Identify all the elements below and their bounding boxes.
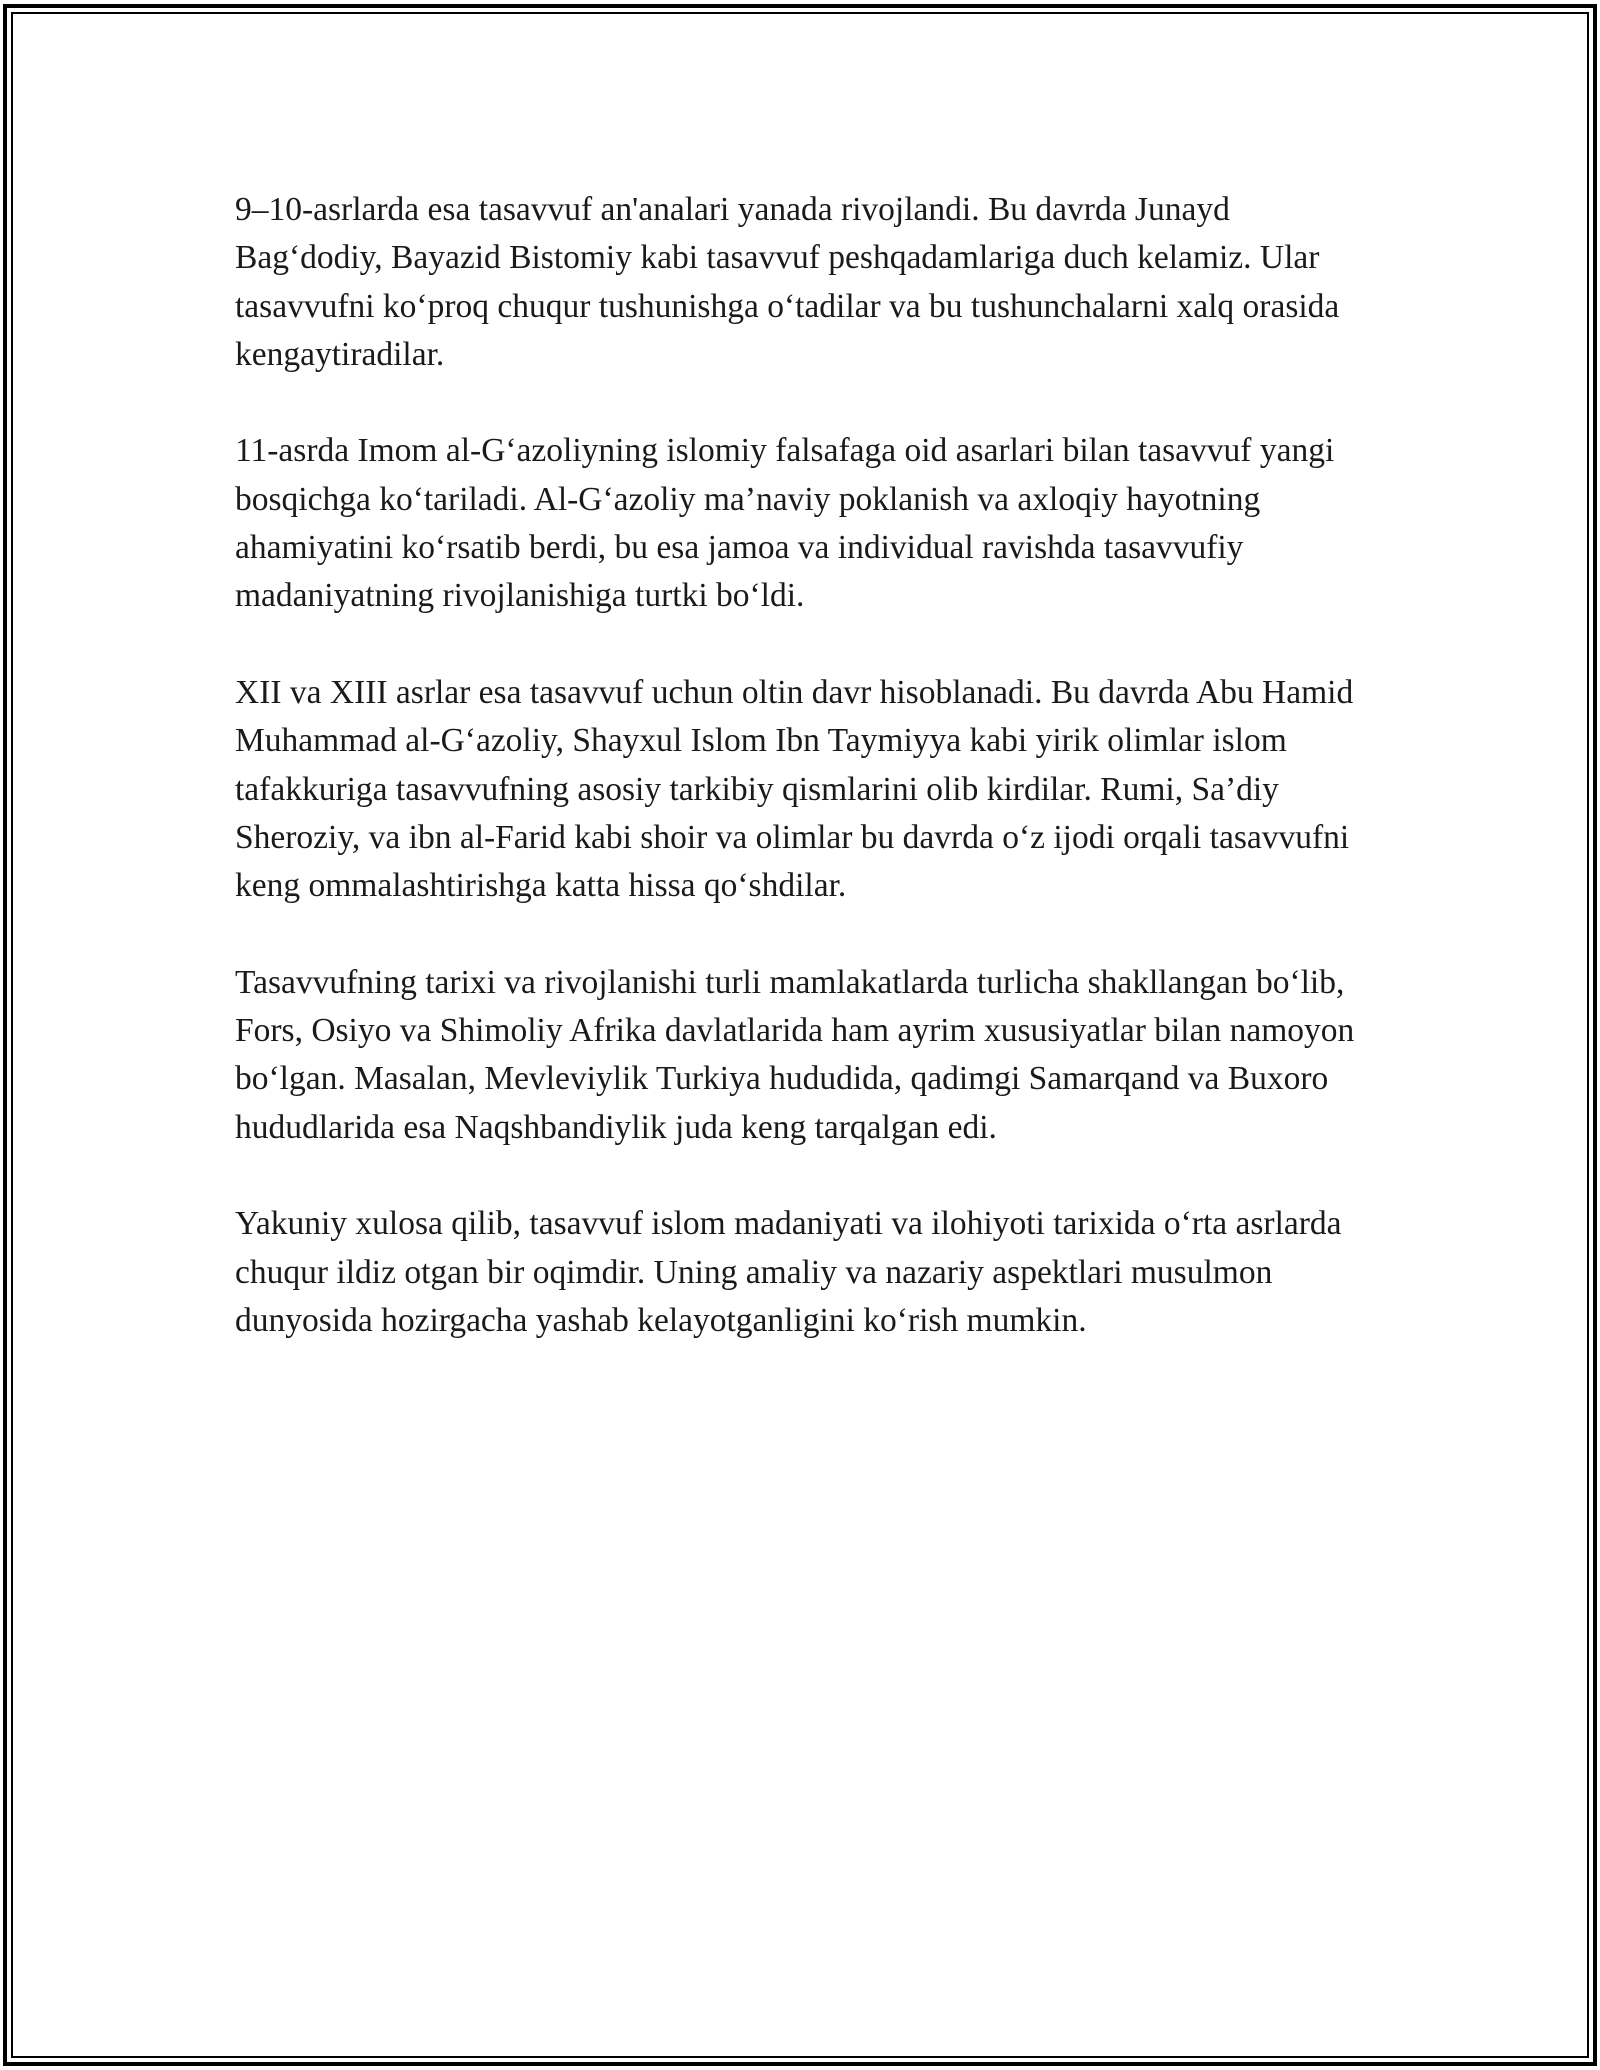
paragraph-3: XII va XIII asrlar esa tasavvuf uchun oltin davr hisoblanadi. Bu davrda Abu Hamid Muhammad al-G‘azoliy, Shayxul Islom Ibn Taymiyya kabi yirik olimlar islom tafakkuriga tasavvufning asosiy tarkibiy qismlarini olib kirdilar. Rumi, Sa’diy Sheroziy, va ibn al-Farid kabi shoir va olimlar bu davrda o‘z ijodi orqali tasavvufni keng ommalashtirishga katta hissa qo‘shdilar. xyxy=(235,673,1354,905)
paragraph-4: Tasavvufning tarixi va rivojlanishi turli mamlakatlarda turlicha shakllangan bo‘lib, Fors, Osiyo va Shimoliy Afrika davlatlarida ham ayrim xususiyatlar bilan namoyon bo‘lgan. Masalan, Mevleviylik Turkiya hududida, qadimgi Samarqand va Buxoro hududlarida esa Naqshbandiylik juda keng tarqalgan edi. xyxy=(235,963,1355,1146)
paragraph-5: Yakuniy xulosa qilib, tasavvuf islom madaniyati va ilohiyoti tarixida o‘rta asrlarda chuqur ildiz otgan bir oqimdir. Uning amaliy va nazariy aspektlari musulmon dunyosida hozirgacha yashab kelayotganligini ko‘rish mumkin. xyxy=(235,1205,1342,1339)
paragraph-1: 9–10-asrlarda esa tasavvuf an'analari yanada rivojlandi. Bu davrda Junayd Bag‘dodiy, Bayazid Bistomiy kabi tasavvuf peshqadamlariga duch kelamiz. Ular tasavvufni ko‘proq chuqur tushunishga o‘tadilar va bu tushunchalarni xalq orasida kengaytiradilar. xyxy=(235,191,1340,373)
document-body xyxy=(235,186,1365,1345)
paragraph-2: 11-asrda Imom al-G‘azoliyning islomiy falsafaga oid asarlari bilan tasavvuf yangi bosqichga ko‘tariladi. Al-G‘azoliy ma’naviy poklanish va axloqiy hayotning ahamiyatini ko‘rsatib berdi, bu esa jamoa va individual ravishda tasavvufiy madaniyatning rivojlanishiga turtki bo‘ldi. xyxy=(235,432,1335,615)
